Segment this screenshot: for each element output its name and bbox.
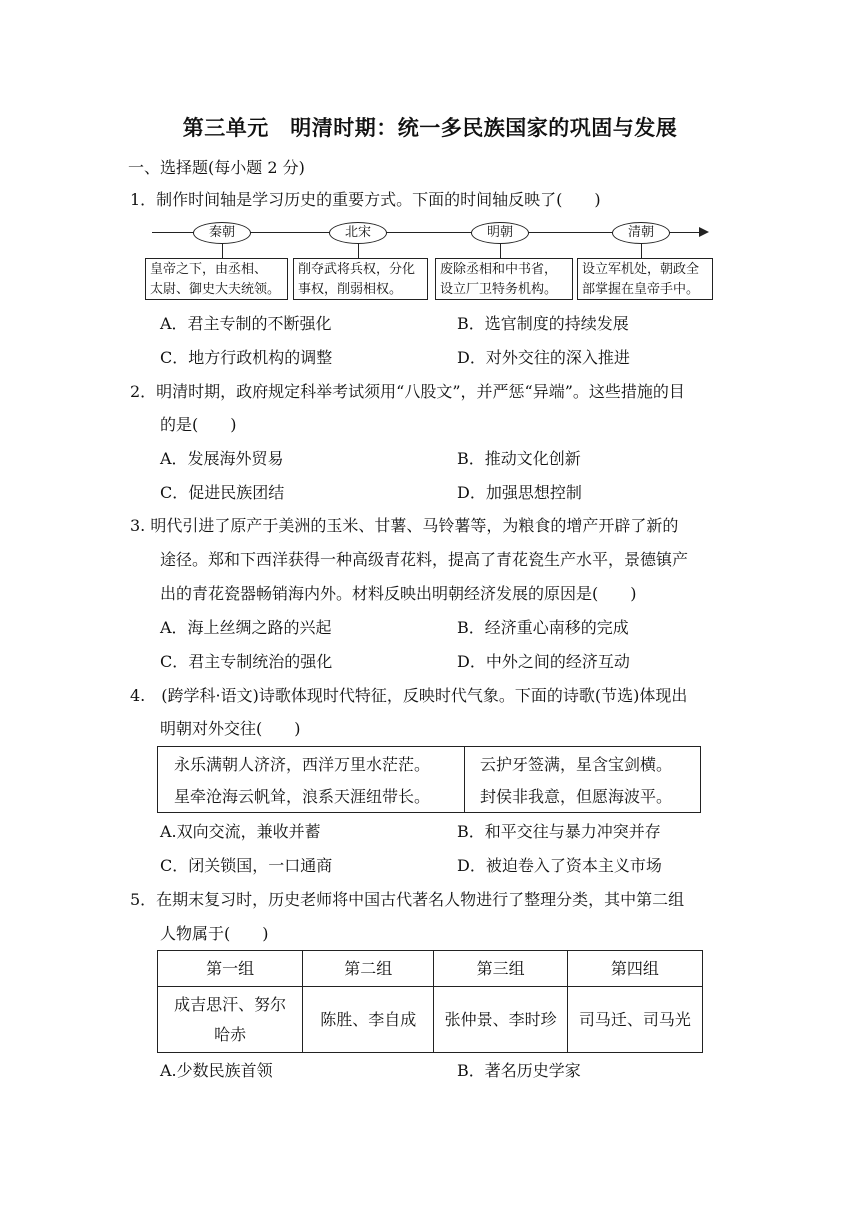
q3-option-a[interactable]: A．海上丝绸之路的兴起 xyxy=(160,618,332,637)
poem-right-line: 云护牙签满，星含宝剑横。 xyxy=(480,755,673,774)
q3-option-c[interactable]: C．君主专制统治的强化 xyxy=(160,652,333,671)
q3-option-b[interactable]: B．经济重心南移的完成 xyxy=(457,618,629,637)
question-2-stem: 2．明清时期，政府规定科举考试须用“八股文”，并严惩“异端”。这些措施的目 xyxy=(130,382,685,401)
poem-table xyxy=(157,746,701,813)
group-table-header-row xyxy=(158,951,703,987)
timeline-connector xyxy=(358,243,359,259)
q4-option-c[interactable]: C．闭关锁国，一口通商 xyxy=(160,856,333,875)
poem-right-line: 封侯非我意，但愿海波平。 xyxy=(480,787,673,806)
poem-left-line: 星牵沧海云帆耸，浪系天涯纽带长。 xyxy=(174,787,431,806)
question-4-stem-cont: 明朝对外交往( ) xyxy=(160,719,301,738)
q4-option-a[interactable]: A.双向交流，兼收并蓄 xyxy=(160,822,321,841)
timeline-box-text: 皇帝之下，由丞相、 xyxy=(150,262,268,277)
timeline-box-text: 削夺武将兵权，分化 xyxy=(298,262,416,277)
question-4-stem: 4. (跨学科·语文)诗歌体现时代特征，反映时代气象。下面的诗歌(节选)体现出 xyxy=(130,686,688,705)
q3-option-d[interactable]: D．中外之间的经济互动 xyxy=(457,652,630,671)
group-cell: 陈胜、李自成 xyxy=(303,987,434,1053)
q5-option-a[interactable]: A.少数民族首领 xyxy=(160,1061,273,1080)
question-3-stem-cont: 出的青花瓷器畅销海内外。材料反映出明朝经济发展的原因是( ) xyxy=(160,584,637,603)
group-cell xyxy=(158,987,303,1053)
timeline-box-text: 部掌握在皇帝手中。 xyxy=(582,282,700,297)
group-cell-text: 哈赤 xyxy=(214,1024,247,1044)
question-1-stem: 1．制作时间轴是学习历史的重要方式。下面的时间轴反映了( ) xyxy=(130,190,601,209)
q2-option-a[interactable]: A．发展海外贸易 xyxy=(160,449,284,468)
question-5-stem-cont: 人物属于( ) xyxy=(160,924,269,943)
timeline-node-qing: 清朝 xyxy=(612,222,670,244)
timeline-box-text: 事权，削弱相权。 xyxy=(298,282,403,297)
group-header: 第四组 xyxy=(567,951,702,987)
question-3-stem-cont: 途径。郑和下西洋获得一种高级青花料，提高了青花瓷生产水平，景德镇产 xyxy=(160,550,689,569)
q4-option-d[interactable]: D．被迫卷入了资本主义市场 xyxy=(457,856,662,875)
q1-option-d[interactable]: D．对外交往的深入推进 xyxy=(457,348,630,367)
question-2-stem-cont: 的是( ) xyxy=(160,415,237,434)
timeline-node-qin: 秦朝 xyxy=(193,222,251,244)
timeline-node-beisong: 北宋 xyxy=(329,222,387,244)
q1-option-b[interactable]: B．选官制度的持续发展 xyxy=(457,314,629,333)
timeline-box-text: 废除丞相和中书省， xyxy=(440,262,558,277)
q4-option-b[interactable]: B．和平交往与暴力冲突并存 xyxy=(457,822,661,841)
timeline-connector xyxy=(222,243,223,259)
timeline-connector xyxy=(641,243,642,259)
timeline-box-qin xyxy=(145,258,288,300)
timeline-connector xyxy=(500,243,501,259)
timeline-box-text: 太尉、御史大夫统领。 xyxy=(150,282,281,297)
q2-option-b[interactable]: B．推动文化创新 xyxy=(457,449,581,468)
timeline-node-ming: 明朝 xyxy=(471,222,529,244)
q2-option-c[interactable]: C．促进民族团结 xyxy=(160,483,285,502)
section-heading: 一、选择题(每小题 2 分) xyxy=(128,158,305,177)
timeline-box-beisong xyxy=(293,258,428,300)
question-5-stem: 5．在期末复习时，历史老师将中国古代著名人物进行了整理分类，其中第二组 xyxy=(130,890,685,909)
q2-option-d[interactable]: D．加强思想控制 xyxy=(457,483,582,502)
group-table xyxy=(157,950,703,1053)
q1-option-a[interactable]: A．君主专制的不断强化 xyxy=(160,314,332,333)
poem-divider xyxy=(464,747,465,812)
timeline-box-text: 设立军机处，朝政全 xyxy=(582,262,700,277)
group-header: 第二组 xyxy=(303,951,434,987)
timeline-arrow-icon xyxy=(699,227,709,237)
group-cell-text: 成吉思汗、努尔 xyxy=(174,994,287,1014)
group-cell: 司马迁、司马光 xyxy=(567,987,702,1053)
group-header: 第一组 xyxy=(158,951,303,987)
group-header: 第三组 xyxy=(434,951,567,987)
q5-option-b[interactable]: B．著名历史学家 xyxy=(457,1061,581,1080)
timeline-box-text: 设立厂卫特务机构。 xyxy=(440,282,558,297)
timeline-box-ming xyxy=(435,258,573,300)
question-3-stem: 3. 明代引进了原产于美洲的玉米、甘薯、马铃薯等，为粮食的增产开辟了新的 xyxy=(130,516,679,535)
q1-option-c[interactable]: C．地方行政机构的调整 xyxy=(160,348,333,367)
timeline-box-qing xyxy=(577,258,713,300)
group-table-row xyxy=(158,987,703,1053)
group-cell: 张仲景、李时珍 xyxy=(434,987,567,1053)
poem-left-line: 永乐满朝人济济，西洋万里水茫茫。 xyxy=(174,755,431,774)
page-title: 第三单元 明清时期：统一多民族国家的巩固与发展 xyxy=(182,116,678,140)
